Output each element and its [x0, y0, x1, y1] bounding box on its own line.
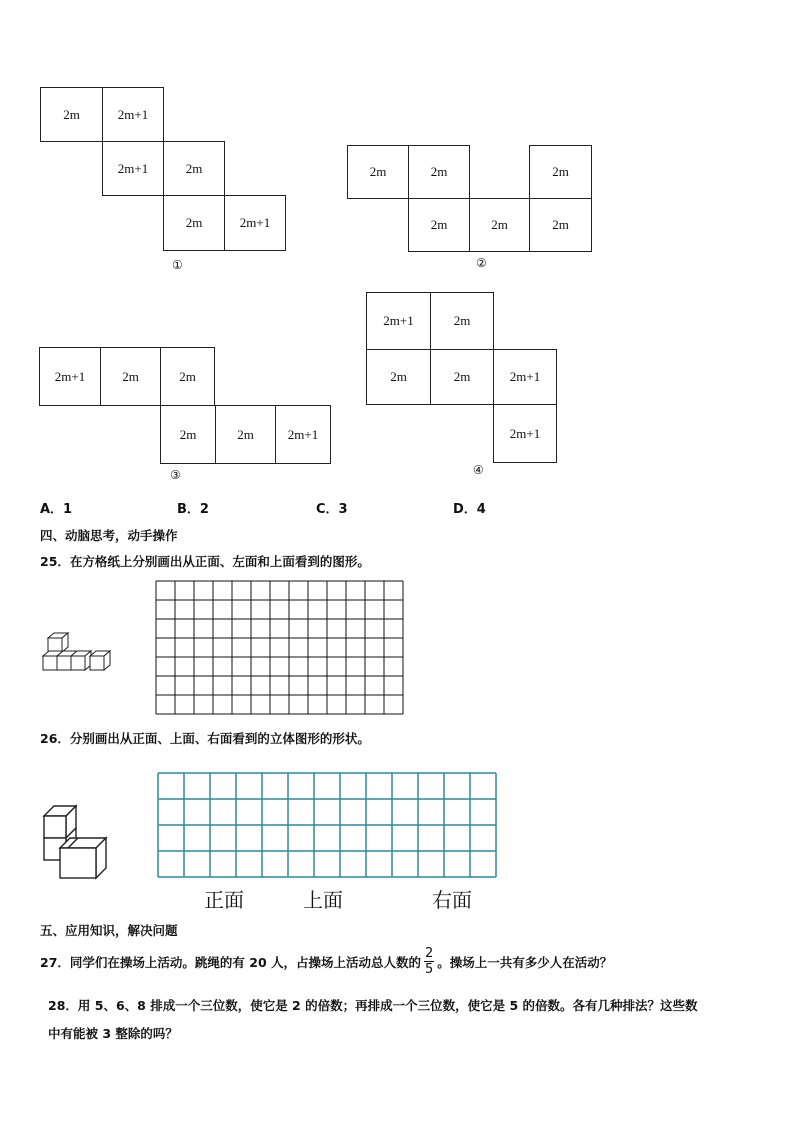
question-27-text-before: 27．同学们在操场上活动。跳绳的有 20 人，占操场上活动总人数的	[40, 954, 421, 970]
net-1-face: 2m	[163, 195, 225, 251]
net-2-face: 2m	[408, 145, 470, 199]
net-1-face: 2m+1	[224, 195, 286, 251]
grid-paper-25[interactable]	[155, 580, 405, 718]
question-27	[40, 946, 612, 977]
net-4-face: 2m+1	[366, 292, 431, 350]
net-2-face: 2m	[529, 198, 592, 252]
net-1-face: 2m+1	[102, 87, 164, 142]
question-25: 25．在方格纸上分别画出从正面、左面和上面看到的图形。	[40, 554, 370, 569]
net-3-face: 2m+1	[275, 405, 331, 464]
question-26: 26．分别画出从正面、上面、右面看到的立体图形的形状。	[40, 731, 370, 746]
net-2-face: 2m	[408, 198, 470, 252]
net-3-face: 2m	[215, 405, 276, 464]
net-1-face: 2m	[40, 87, 103, 142]
question-28-line-1: 28．用 5、6、8 排成一个三位数，使它是 2 的倍数；再排成一个三位数，使它是 5 的倍数。各有几种排法？这些数	[48, 998, 698, 1013]
fraction	[424, 946, 434, 977]
net-4-label: ④	[473, 463, 484, 477]
net-3-face: 2m+1	[39, 347, 101, 406]
net-2-face: 2m	[347, 145, 409, 199]
view-label-front: 正面	[204, 888, 244, 912]
net-3-face: 2m	[160, 405, 216, 464]
net-4-face: 2m+1	[493, 404, 557, 463]
cubes-figure-26	[40, 800, 112, 882]
net-3-face: 2m	[160, 347, 215, 406]
net-3-label: ③	[170, 468, 181, 482]
question-28-line-2: 中有能被 3 整除的吗？	[48, 1026, 178, 1041]
net-4-face: 2m	[430, 349, 494, 405]
section-4-heading: 四、动脑思考，动手操作	[40, 528, 178, 543]
net-1-face: 2m+1	[102, 141, 164, 196]
fraction-denominator: 5	[425, 962, 434, 977]
net-4-face: 2m	[366, 349, 431, 405]
cubes-figure-25	[40, 630, 120, 672]
view-label-right: 右面	[432, 888, 472, 912]
option-d: D．4	[453, 502, 486, 517]
section-5-heading: 五、应用知识，解决问题	[40, 923, 178, 938]
net-2-face: 2m	[529, 145, 592, 199]
question-27-text-after: 。操场上一共有多少人在活动？	[437, 954, 613, 970]
view-label-top: 上面	[303, 888, 343, 912]
net-3-face: 2m	[100, 347, 161, 406]
net-2-face: 2m	[469, 198, 530, 252]
net-4-face: 2m+1	[493, 349, 557, 405]
option-c: C．3	[316, 502, 348, 517]
net-4-face: 2m	[430, 292, 494, 350]
option-a: A．1	[40, 502, 73, 517]
fraction-numerator: 2	[425, 946, 434, 961]
option-b: B．2	[177, 502, 209, 517]
net-2-label: ②	[476, 256, 487, 270]
net-1-face: 2m	[163, 141, 225, 196]
grid-paper-26[interactable]	[157, 772, 497, 879]
net-1-label: ①	[172, 258, 183, 272]
